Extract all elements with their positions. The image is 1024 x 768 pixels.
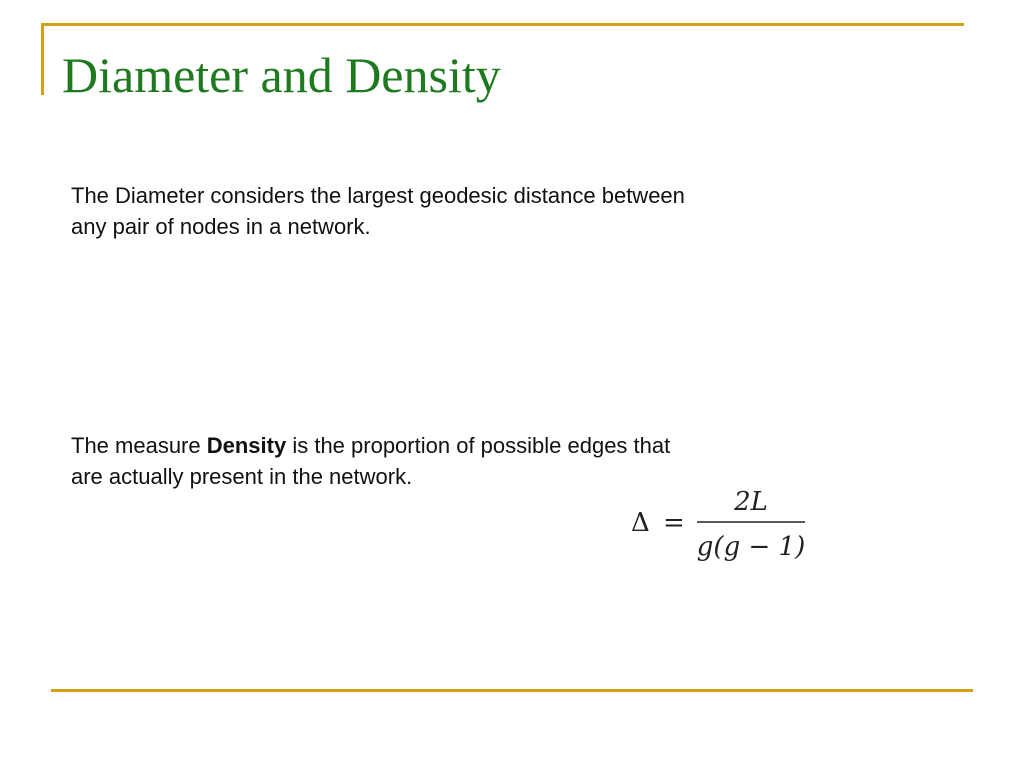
- slide-title: Diameter and Density: [62, 47, 501, 103]
- formula-svg: [631, 485, 821, 565]
- density-formula: [631, 485, 821, 565]
- frame-top-line: [41, 23, 964, 26]
- formula-numerator: 2L: [734, 487, 768, 517]
- density-term: Density: [206, 433, 287, 458]
- frame-left-line: [41, 23, 44, 95]
- density-text-after: is the proportion of possible edges that are actually present in the network.: [71, 433, 671, 489]
- density-text-before: The measure: [71, 433, 207, 458]
- formula-equals: =: [663, 508, 685, 538]
- formula-denominator: g(g − 1): [696, 532, 806, 562]
- frame-bottom-line: [51, 689, 973, 692]
- diameter-paragraph: The Diameter considers the largest geodesic distance between any pair of nodes in a network.: [71, 183, 685, 239]
- density-paragraph: [71, 430, 691, 492]
- formula-lhs: Δ: [631, 508, 650, 538]
